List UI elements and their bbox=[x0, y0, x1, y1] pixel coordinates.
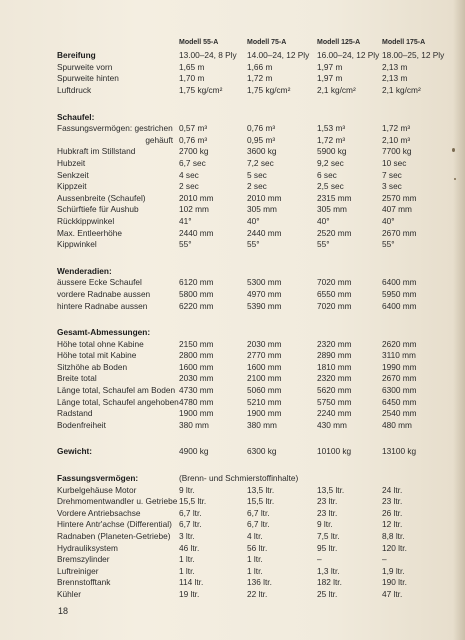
spec-value: 120 ltr. bbox=[382, 542, 407, 553]
spec-value: 13,5 ltr. bbox=[317, 484, 345, 495]
spec-value: 3600 kg bbox=[247, 146, 277, 157]
spec-label: Hintere Antr'achse (Differential) bbox=[57, 519, 172, 530]
spec-row bbox=[57, 135, 457, 147]
spec-value: 2100 mm bbox=[247, 373, 282, 384]
spec-value: 1990 mm bbox=[382, 361, 417, 372]
spec-label: Länge total, Schaufel angehoben bbox=[57, 396, 179, 407]
spec-value: 1,9 ltr. bbox=[382, 565, 405, 576]
spec-value: 6,7 sec bbox=[179, 157, 206, 168]
spec-value: 5620 mm bbox=[317, 385, 352, 396]
section-heading-row bbox=[57, 445, 457, 458]
spec-value: 2670 mm bbox=[382, 227, 417, 238]
spec-value: 6,7 ltr. bbox=[247, 507, 270, 518]
spec-value: 2620 mm bbox=[382, 338, 417, 349]
spec-row bbox=[57, 496, 457, 508]
spec-value: 1600 mm bbox=[247, 361, 282, 372]
spec-label: Spurweite vorn bbox=[57, 61, 113, 72]
spec-value: 3 ltr. bbox=[179, 531, 195, 542]
spec-value: 5060 mm bbox=[247, 385, 282, 396]
spec-value: 6,7 ltr. bbox=[179, 507, 202, 518]
spec-value: 1,53 m³ bbox=[317, 123, 346, 134]
spec-value: 305 mm bbox=[317, 204, 347, 215]
spec-value: 1 ltr. bbox=[247, 554, 263, 565]
spec-value: 46 ltr. bbox=[179, 542, 200, 553]
spec-value: 5900 kg bbox=[317, 146, 347, 157]
spec-value: 6 sec bbox=[317, 169, 337, 180]
section-heading: Fassungsvermögen: bbox=[57, 473, 139, 484]
spec-value: 2 sec bbox=[179, 181, 199, 192]
spec-value: 6400 mm bbox=[382, 300, 417, 311]
spec-value: 5300 mm bbox=[247, 277, 282, 288]
spec-value: 6400 mm bbox=[382, 277, 417, 288]
spec-row bbox=[57, 484, 457, 496]
spec-value: 3110 mm bbox=[382, 350, 416, 361]
spec-value: 55° bbox=[382, 239, 395, 250]
spec-value: 1,75 kg/cm² bbox=[247, 85, 291, 96]
spec-label: Kühler bbox=[57, 588, 81, 599]
spec-row bbox=[57, 158, 457, 170]
spec-label: Bodenfreiheit bbox=[57, 419, 106, 430]
spec-row bbox=[57, 519, 457, 531]
spec-value: 1,66 m bbox=[247, 61, 273, 72]
spec-row bbox=[57, 566, 457, 578]
model-header: Modell 125-A bbox=[317, 38, 361, 46]
section-note: (Brenn- und Schmierstoffinhalte) bbox=[179, 473, 299, 484]
spec-row bbox=[57, 277, 457, 289]
spec-value: 4970 mm bbox=[247, 288, 282, 299]
spec-row bbox=[57, 227, 457, 239]
spec-value: 47 ltr. bbox=[382, 588, 403, 599]
spec-value: 1 ltr. bbox=[247, 565, 263, 576]
spec-value: 1,72 m³ bbox=[317, 134, 346, 145]
spec-value: 9,2 sec bbox=[317, 157, 344, 168]
spec-value: 2770 mm bbox=[247, 350, 282, 361]
spec-label: hintere Radnabe aussen bbox=[57, 300, 148, 311]
spec-row bbox=[57, 73, 457, 85]
spacer-cell bbox=[57, 431, 457, 445]
spec-value: 6300 kg bbox=[247, 446, 277, 457]
section-heading-row bbox=[57, 472, 457, 485]
paper-speck bbox=[454, 178, 456, 180]
spec-value: 2800 mm bbox=[179, 350, 214, 361]
spec-label: vordere Radnabe aussen bbox=[57, 288, 151, 299]
spec-value: 15,5 ltr. bbox=[247, 496, 275, 507]
spec-row bbox=[57, 193, 457, 205]
spec-value: 1,75 kg/cm² bbox=[179, 85, 223, 96]
spec-row bbox=[57, 300, 457, 312]
spec-label: Kippzeit bbox=[57, 181, 87, 192]
spec-value: 1900 mm bbox=[179, 408, 214, 419]
spec-label: Kurbelgehäuse Motor bbox=[57, 484, 137, 495]
spec-value: 14.00–24, 12 Ply bbox=[247, 50, 310, 61]
spec-value: 2670 mm bbox=[382, 373, 417, 384]
spec-value: 55° bbox=[247, 239, 260, 250]
section-spacer bbox=[57, 312, 457, 326]
spec-value: 15,5 ltr. bbox=[179, 496, 207, 507]
spec-label: Aussenbreite (Schaufel) bbox=[57, 192, 146, 203]
spec-label: Brennstofftank bbox=[57, 577, 111, 588]
spec-value: 2 sec bbox=[247, 181, 267, 192]
spacer-cell bbox=[57, 96, 457, 110]
spec-value: 6300 mm bbox=[382, 385, 417, 396]
spec-value: 4900 kg bbox=[179, 446, 209, 457]
spec-row bbox=[57, 589, 457, 601]
spec-value: 2700 kg bbox=[179, 146, 209, 157]
spec-value: 7,5 ltr. bbox=[317, 531, 340, 542]
spec-label: Rückkippwinkel bbox=[57, 215, 115, 226]
spec-row bbox=[57, 408, 457, 420]
spec-value: 0,57 m³ bbox=[179, 123, 208, 134]
section-heading: Wenderadien: bbox=[57, 265, 112, 276]
spec-value: 5800 mm bbox=[179, 288, 214, 299]
spec-value: 16.00–24, 12 Ply bbox=[317, 50, 380, 61]
spec-value: 6450 mm bbox=[382, 396, 417, 407]
spec-value: 25 ltr. bbox=[317, 588, 338, 599]
spec-row bbox=[57, 531, 457, 543]
spec-value: 0,76 m³ bbox=[179, 134, 208, 145]
spec-value: 4 ltr. bbox=[247, 531, 263, 542]
spec-value: 2890 mm bbox=[317, 350, 352, 361]
spec-value: 190 ltr. bbox=[382, 577, 407, 588]
spec-value: 1,72 m bbox=[247, 73, 273, 84]
spec-value: 23 ltr. bbox=[317, 507, 338, 518]
spec-value: 0,95 m³ bbox=[247, 134, 276, 145]
spec-row bbox=[57, 62, 457, 74]
spec-value: 5750 mm bbox=[317, 396, 352, 407]
section-heading-row bbox=[57, 326, 457, 339]
spec-value: 40° bbox=[317, 215, 330, 226]
spec-label: Schürftiefe für Aushub bbox=[57, 204, 139, 215]
spec-row bbox=[57, 554, 457, 566]
spec-value: 2240 mm bbox=[317, 408, 352, 419]
spec-value: 24 ltr. bbox=[382, 484, 403, 495]
spec-value: 6120 mm bbox=[179, 277, 214, 288]
spec-value: 1,70 m bbox=[179, 73, 205, 84]
spec-table bbox=[57, 36, 457, 600]
spec-value: 95 ltr. bbox=[317, 542, 338, 553]
spec-value: 7700 kg bbox=[382, 146, 412, 157]
spec-row bbox=[57, 542, 457, 554]
spec-row bbox=[57, 508, 457, 520]
spec-value: 102 mm bbox=[179, 204, 209, 215]
section-heading: Gesamt-Abmessungen: bbox=[57, 327, 151, 338]
spec-value: 2030 mm bbox=[179, 373, 214, 384]
spec-label: Sitzhöhe ab Boden bbox=[57, 361, 128, 372]
spec-row bbox=[57, 362, 457, 374]
spec-label: Luftreiniger bbox=[57, 565, 99, 576]
spec-label: Radstand bbox=[57, 408, 93, 419]
spec-value: 9 ltr. bbox=[179, 484, 195, 495]
section-spacer bbox=[57, 96, 457, 110]
spec-value: 1810 mm bbox=[317, 361, 352, 372]
spec-value bbox=[247, 265, 317, 278]
spec-value: 55° bbox=[179, 239, 192, 250]
spec-value: 7,2 sec bbox=[247, 157, 274, 168]
section-heading-row bbox=[57, 265, 457, 278]
spec-value bbox=[382, 326, 457, 339]
spec-value bbox=[382, 265, 457, 278]
spec-label: Kippwinkel bbox=[57, 239, 97, 250]
spec-value bbox=[382, 110, 457, 123]
spec-value: 380 mm bbox=[247, 419, 277, 430]
spec-value: 480 mm bbox=[382, 419, 412, 430]
spec-row bbox=[57, 373, 457, 385]
spec-row bbox=[57, 577, 457, 589]
spec-value: 19 ltr. bbox=[179, 588, 200, 599]
section-heading-row bbox=[57, 49, 457, 62]
spec-value: 1,97 m bbox=[317, 73, 343, 84]
model-header-row bbox=[57, 36, 457, 49]
spec-value: 7020 mm bbox=[317, 300, 352, 311]
spec-value bbox=[179, 265, 247, 278]
spec-value: 2010 mm bbox=[179, 192, 214, 203]
section-spacer bbox=[57, 251, 457, 265]
spec-value: 8,8 ltr. bbox=[382, 531, 405, 542]
spec-value: 2030 mm bbox=[247, 338, 282, 349]
spec-label: Hydrauliksystem bbox=[57, 542, 118, 553]
spec-value: 5390 mm bbox=[247, 300, 282, 311]
spec-value bbox=[317, 110, 382, 123]
spec-row bbox=[57, 396, 457, 408]
spec-value: 56 ltr. bbox=[247, 542, 268, 553]
spec-label: Spurweite hinten bbox=[57, 73, 119, 84]
spec-label: Senkzeit bbox=[57, 169, 89, 180]
section-heading: Gewicht: bbox=[57, 446, 93, 457]
spec-value: 5 sec bbox=[247, 169, 267, 180]
spec-value bbox=[179, 110, 247, 123]
spec-value: 380 mm bbox=[179, 419, 209, 430]
spec-value: 1 ltr. bbox=[179, 565, 195, 576]
spec-label: Länge total, Schaufel am Boden bbox=[57, 385, 176, 396]
spec-value: 12 ltr. bbox=[382, 519, 403, 530]
spec-value: 2570 mm bbox=[382, 192, 417, 203]
spec-value: 305 mm bbox=[247, 204, 277, 215]
spacer-cell bbox=[57, 458, 457, 472]
spec-value: 40° bbox=[382, 215, 395, 226]
spec-value: 13,5 ltr. bbox=[247, 484, 275, 495]
section-heading: Bereifung bbox=[57, 50, 96, 61]
spec-label: Max. Entleerhöhe bbox=[57, 227, 123, 238]
spec-value: 7 sec bbox=[382, 169, 402, 180]
spec-value: 1,97 m bbox=[317, 61, 343, 72]
spec-row bbox=[57, 123, 457, 135]
section-spacer bbox=[57, 431, 457, 445]
spec-value: – bbox=[317, 554, 322, 565]
header-empty-cell bbox=[57, 36, 179, 49]
spec-value: 2320 mm bbox=[317, 338, 352, 349]
model-header: Modell 55-A bbox=[179, 38, 219, 46]
spec-value: 23 ltr. bbox=[382, 496, 403, 507]
section-spacer bbox=[57, 458, 457, 472]
spec-row bbox=[57, 146, 457, 158]
spec-label: Hubkraft im Stillstand bbox=[57, 146, 136, 157]
spec-row bbox=[57, 350, 457, 362]
spec-label: äussere Ecke Schaufel bbox=[57, 277, 142, 288]
spec-value: 2440 mm bbox=[247, 227, 282, 238]
spec-value: 41° bbox=[179, 215, 192, 226]
spec-value: 4730 mm bbox=[179, 385, 214, 396]
spec-value: 6220 mm bbox=[179, 300, 214, 311]
spec-label: Luftdruck bbox=[57, 85, 92, 96]
spec-row bbox=[57, 420, 457, 432]
spec-value: 2540 mm bbox=[382, 408, 417, 419]
spec-value: 1900 mm bbox=[247, 408, 282, 419]
spec-value: 6,7 ltr. bbox=[179, 519, 202, 530]
spec-label: gehäuft bbox=[145, 134, 173, 145]
spec-value bbox=[247, 110, 317, 123]
spec-row bbox=[57, 385, 457, 397]
spec-row bbox=[57, 204, 457, 216]
spec-label: Radnaben (Planeten-Getriebe) bbox=[57, 531, 171, 542]
spec-value: 3 sec bbox=[382, 181, 402, 192]
spec-label: Fassungsvermögen: gestrichen bbox=[57, 123, 173, 134]
spec-value: 10 sec bbox=[382, 157, 407, 168]
spec-value: 23 ltr. bbox=[317, 496, 338, 507]
spec-value: 2,10 m³ bbox=[382, 134, 411, 145]
spec-value: 1 ltr. bbox=[179, 554, 195, 565]
spec-value: 2320 mm bbox=[317, 373, 352, 384]
spec-value: 2010 mm bbox=[247, 192, 282, 203]
paper-speck bbox=[452, 148, 455, 152]
spec-value: 13100 kg bbox=[382, 446, 417, 457]
spec-value: 7020 mm bbox=[317, 277, 352, 288]
spec-value: 1,72 m³ bbox=[382, 123, 411, 134]
spec-value: – bbox=[382, 554, 387, 565]
spec-value: 1,65 m bbox=[179, 61, 205, 72]
spec-row bbox=[57, 338, 457, 350]
spec-value: 18.00–25, 12 Ply bbox=[382, 50, 445, 61]
spec-label: Vordere Antriebsachse bbox=[57, 507, 141, 518]
spec-value: 22 ltr. bbox=[247, 588, 268, 599]
spec-value bbox=[247, 326, 317, 339]
spec-value: 1600 mm bbox=[179, 361, 214, 372]
spec-label: Breite total bbox=[57, 373, 97, 384]
spec-row bbox=[57, 289, 457, 301]
spec-value: 136 ltr. bbox=[247, 577, 272, 588]
page-number: 18 bbox=[58, 606, 69, 616]
spec-label: Drehmomentwandler u. Getriebe bbox=[57, 496, 178, 507]
spec-row bbox=[57, 181, 457, 193]
spec-value: 2520 mm bbox=[317, 227, 352, 238]
spec-label: Höhe total ohne Kabine bbox=[57, 338, 144, 349]
spec-value: 9 ltr. bbox=[317, 519, 333, 530]
spec-row bbox=[57, 216, 457, 228]
spec-value: 407 mm bbox=[382, 204, 412, 215]
model-header: Modell 75-A bbox=[247, 38, 287, 46]
spec-value: 5950 mm bbox=[382, 288, 417, 299]
spec-value: 0,76 m³ bbox=[247, 123, 276, 134]
section-heading-row bbox=[57, 110, 457, 123]
spec-value bbox=[317, 265, 382, 278]
section-heading: Schaufel: bbox=[57, 111, 95, 122]
spec-value: 2,1 kg/cm² bbox=[317, 85, 356, 96]
spec-value: 6,7 ltr. bbox=[247, 519, 270, 530]
spec-value: 2,13 m bbox=[382, 73, 408, 84]
spec-label: Höhe total mit Kabine bbox=[57, 350, 137, 361]
spec-value: 6550 mm bbox=[317, 288, 352, 299]
model-header: Modell 175-A bbox=[382, 38, 426, 46]
spec-label: Hubzeit bbox=[57, 157, 86, 168]
spacer-cell bbox=[57, 251, 457, 265]
spec-value: 2315 mm bbox=[317, 192, 352, 203]
spacer-cell bbox=[57, 312, 457, 326]
spec-value: 430 mm bbox=[317, 419, 347, 430]
spec-value: 2440 mm bbox=[179, 227, 214, 238]
spec-row bbox=[57, 85, 457, 97]
spec-value: 26 ltr. bbox=[382, 507, 403, 518]
spec-value: 5210 mm bbox=[247, 396, 282, 407]
spec-value: 10100 kg bbox=[317, 446, 352, 457]
spec-value: 55° bbox=[317, 239, 330, 250]
spec-value: 4780 mm bbox=[179, 396, 214, 407]
spec-value: 13.00–24, 8 Ply bbox=[179, 50, 237, 61]
page-spine-shadow bbox=[453, 0, 465, 640]
spec-value: 4 sec bbox=[179, 169, 199, 180]
spec-value: 2,5 sec bbox=[317, 181, 344, 192]
spec-value: 2150 mm bbox=[179, 338, 214, 349]
spec-value bbox=[317, 326, 382, 339]
spec-row bbox=[57, 239, 457, 251]
spec-value: 182 ltr. bbox=[317, 577, 342, 588]
spec-value: 1,3 ltr. bbox=[317, 565, 340, 576]
spec-value: 114 ltr. bbox=[179, 577, 204, 588]
spec-value: 2,13 m bbox=[382, 61, 408, 72]
spec-value: 2,1 kg/cm² bbox=[382, 85, 421, 96]
spec-value: 40° bbox=[247, 215, 260, 226]
spec-label: Bremszylinder bbox=[57, 554, 110, 565]
spec-row bbox=[57, 169, 457, 181]
spec-value bbox=[179, 326, 247, 339]
